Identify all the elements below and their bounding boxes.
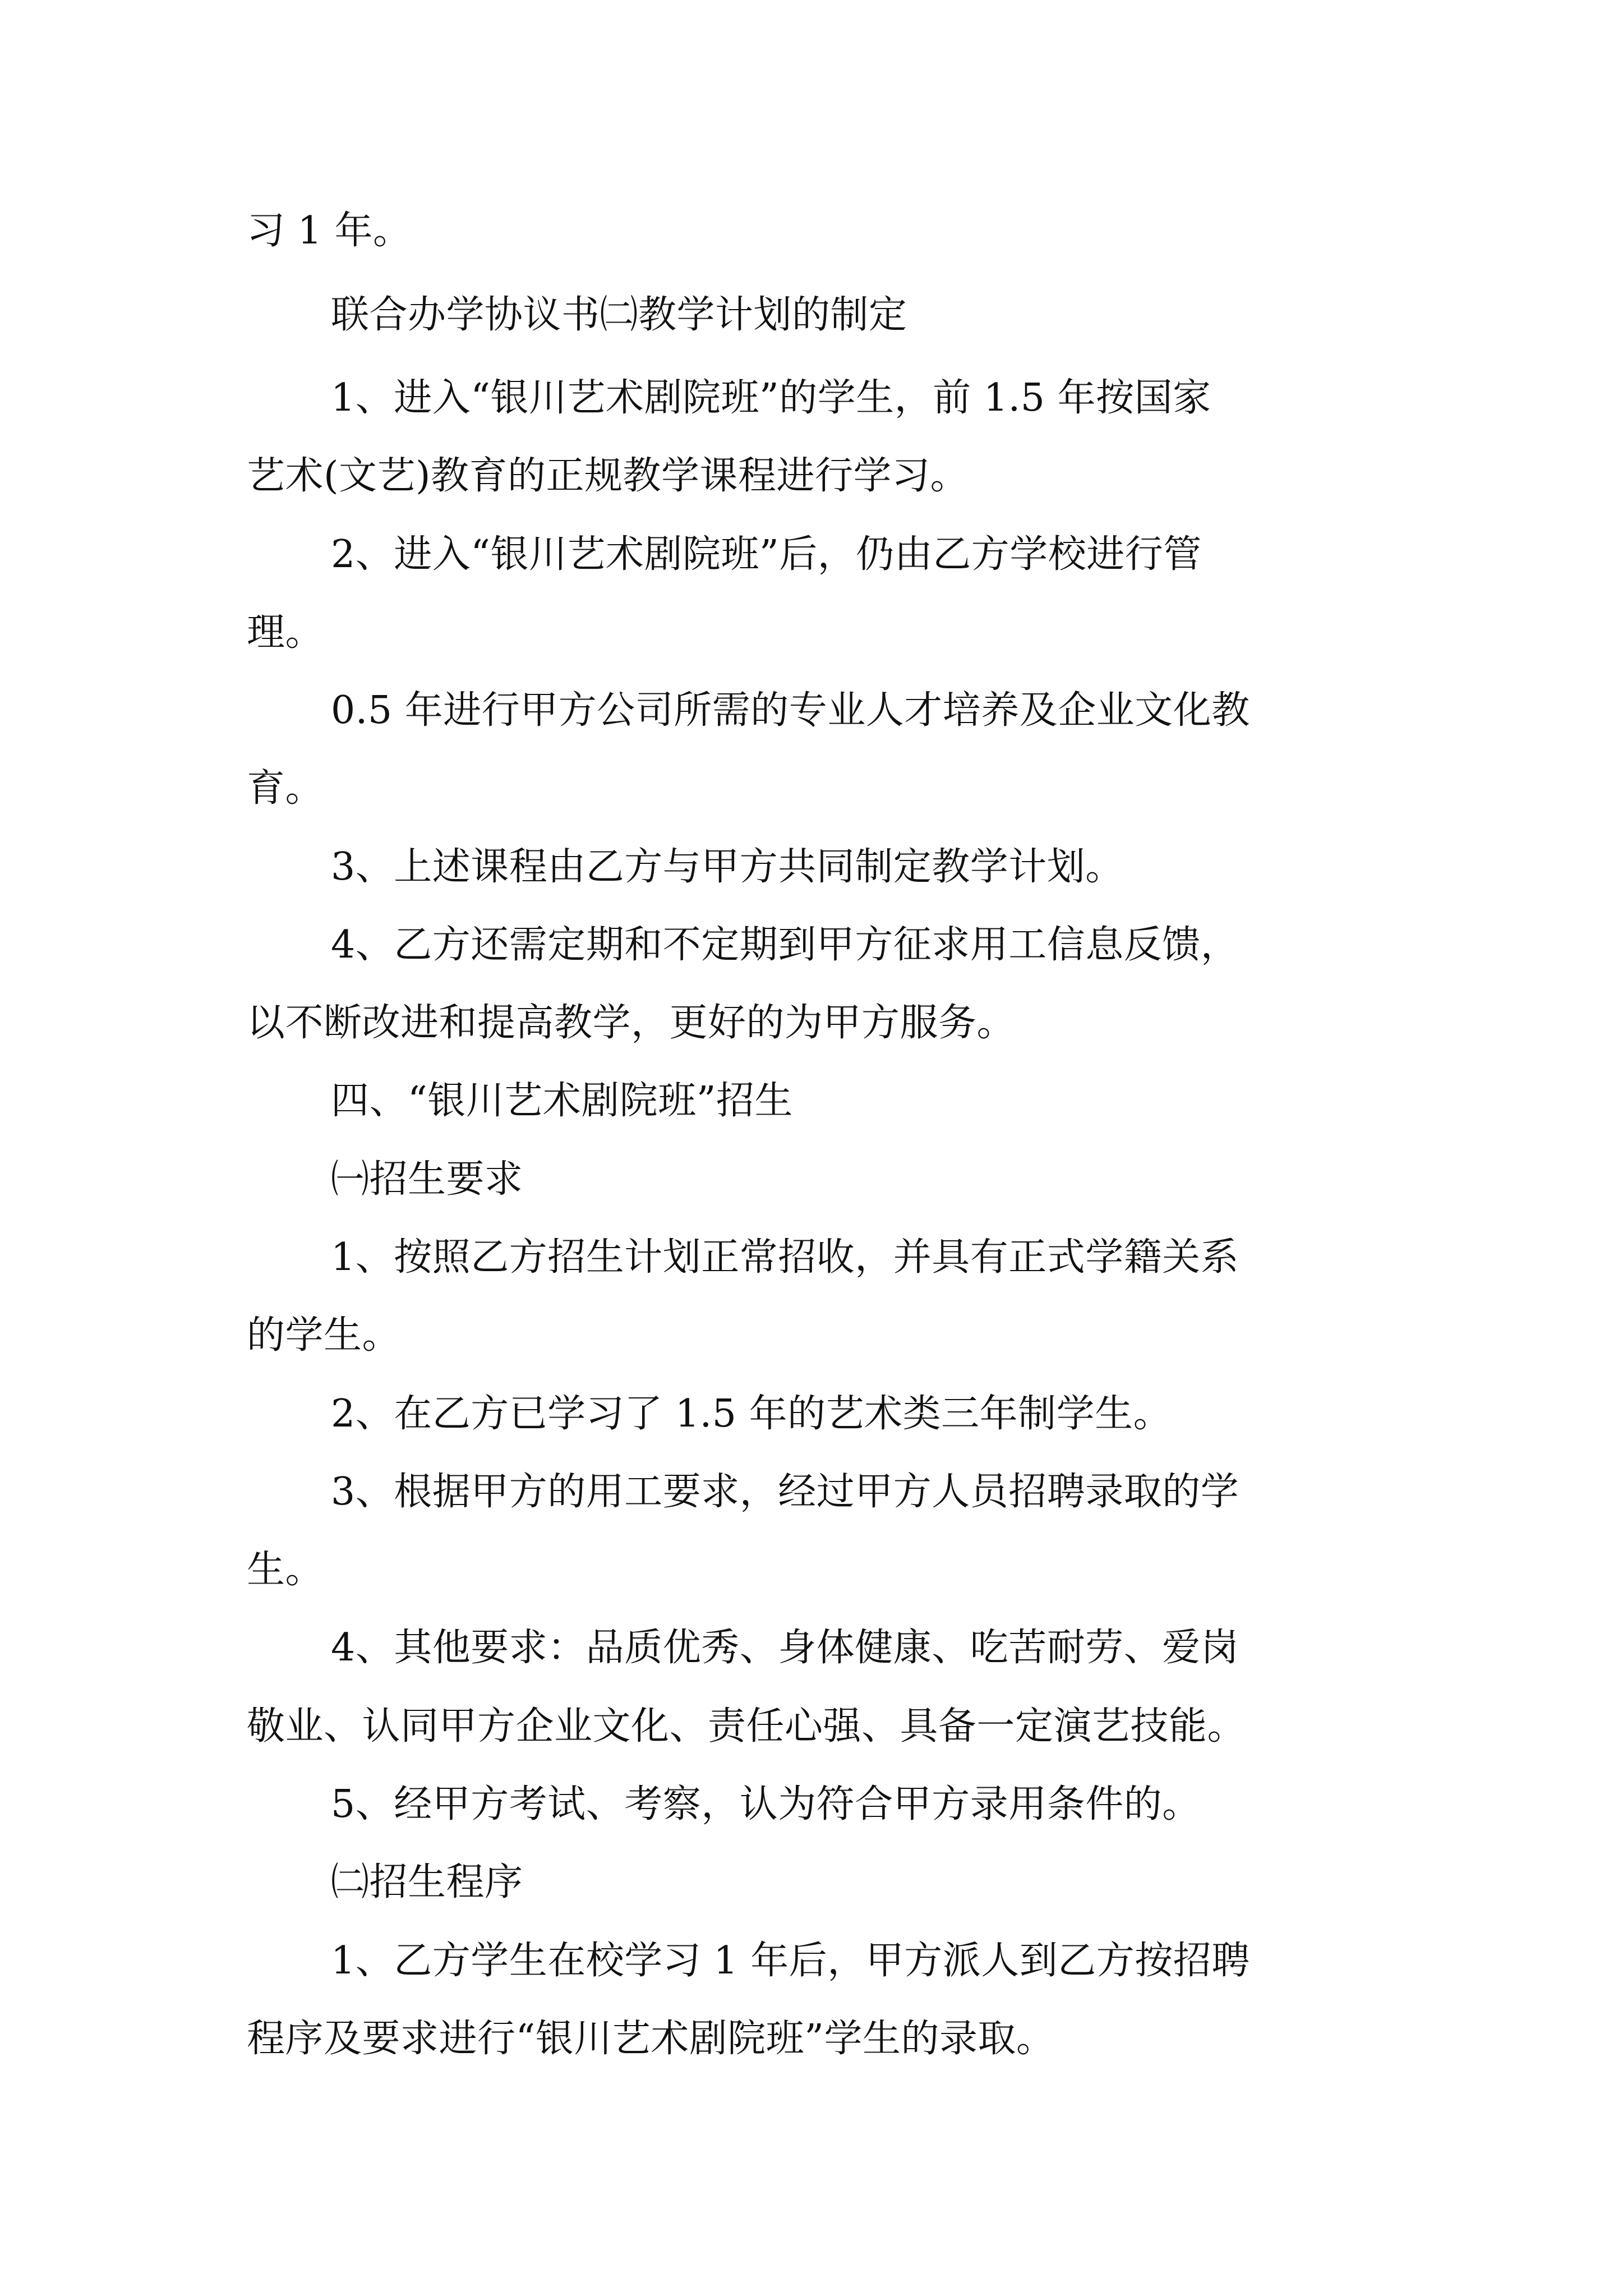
text-line: 4、乙方还需定期和不定期到甲方征求用工信息反馈， bbox=[331, 923, 1239, 967]
text-line: 2、在乙方已学习了 1.5 年的艺术类三年制学生。 bbox=[331, 1392, 1172, 1436]
text-line: 3、上述课程由乙方与甲方共同制定教学计划。 bbox=[331, 845, 1124, 889]
text-line: 4、其他要求：品质优秀、身体健康、吃苦耐劳、爱岗 bbox=[331, 1626, 1239, 1670]
text-line: 以不断改进和提高教学，更好的为甲方服务。 bbox=[247, 1001, 1016, 1045]
text-line: 3、根据甲方的用工要求，经过甲方人员招聘录取的学 bbox=[331, 1470, 1239, 1514]
text-line: 1、按照乙方招生计划正常招收，并具有正式学籍关系 bbox=[331, 1235, 1239, 1280]
text-line: 2、进入“银川艺术剧院班”后，仍由乙方学校进行管 bbox=[331, 532, 1202, 577]
subsection-heading: ㈠招生要求 bbox=[331, 1157, 523, 1202]
text-line: 0.5 年进行甲方公司所需的专业人才培养及企业文化教 bbox=[331, 688, 1250, 733]
section-heading: 联合办学协议书㈡教学计划的制定 bbox=[331, 293, 907, 337]
text-line: 生。 bbox=[247, 1548, 324, 1592]
text-line: 艺术(文艺)教育的正规教学课程进行学习。 bbox=[247, 454, 969, 498]
text-line: 5、经甲方考试、考察，认为符合甲方录用条件的。 bbox=[331, 1782, 1201, 1826]
text-line: 育。 bbox=[247, 766, 324, 811]
text-line: 程序及要求进行“银川艺术剧院班”学生的录取。 bbox=[247, 2017, 1055, 2061]
text-line: 的学生。 bbox=[247, 1313, 401, 1358]
section-heading: 四、“银川艺术剧院班”招生 bbox=[331, 1079, 794, 1123]
text-line: 敬业、认同甲方企业文化、责任心强、具备一定演艺技能。 bbox=[247, 1704, 1246, 1749]
text-line: 1、进入“银川艺术剧院班”的学生，前 1.5 年按国家 bbox=[331, 376, 1211, 420]
text-line: 理。 bbox=[247, 610, 324, 655]
text-line: 习 1 年。 bbox=[247, 209, 412, 253]
text-line: 1、乙方学生在校学习 1 年后，甲方派人到乙方按招聘 bbox=[331, 1939, 1250, 1983]
subsection-heading: ㈡招生程序 bbox=[331, 1860, 523, 1904]
